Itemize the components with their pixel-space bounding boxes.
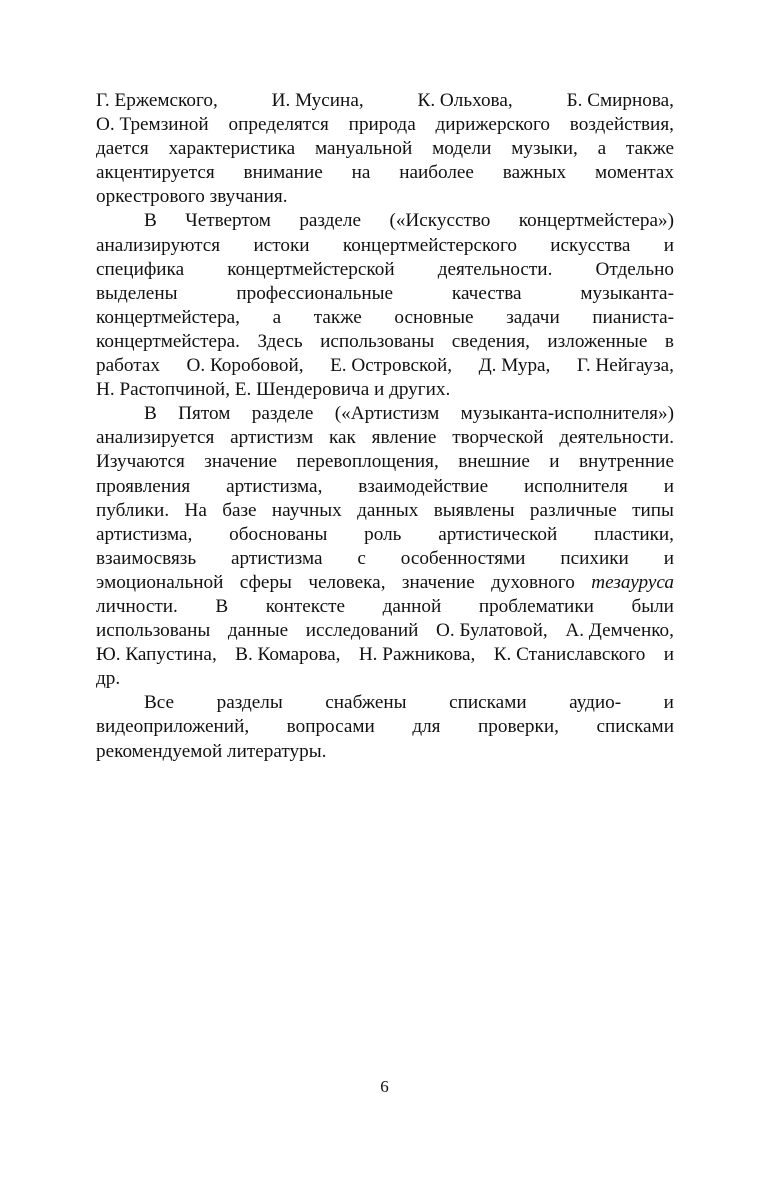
text-line <box>96 595 674 619</box>
word: концертмейстера. <box>96 330 240 352</box>
word: дирижерского <box>435 114 550 136</box>
word: характеристика <box>168 138 296 160</box>
word: Ю. Капустина, <box>96 644 217 666</box>
word: О. Тремзиной <box>96 114 209 136</box>
word: также <box>313 306 362 328</box>
word: типы <box>632 499 674 521</box>
text-line <box>96 137 674 161</box>
word: артистизма, <box>96 523 193 545</box>
word: разделе <box>251 403 314 425</box>
word: музыканта- <box>580 282 674 304</box>
word: качества <box>451 282 522 304</box>
word: др. <box>96 668 121 690</box>
word: психики <box>560 547 629 569</box>
word: оркестрового звучания. <box>96 186 288 208</box>
word: артистизма <box>230 547 323 569</box>
word: акцентируется <box>96 162 215 184</box>
word: дается <box>96 138 149 160</box>
text-line <box>96 426 674 450</box>
text-line <box>96 113 674 137</box>
word: проблематики <box>478 595 594 617</box>
word: эмоциональной <box>96 571 224 593</box>
word: модели <box>432 138 492 160</box>
word: перевоплощения, <box>296 451 439 473</box>
text-line <box>96 547 674 571</box>
word: пластики, <box>594 523 674 545</box>
text-line <box>96 209 674 233</box>
word: человека, <box>308 571 386 593</box>
word: профессиональные <box>236 282 394 304</box>
word: в <box>664 330 674 352</box>
word: значение <box>204 451 278 473</box>
word: различные <box>529 499 617 521</box>
word: наиболее <box>399 162 474 184</box>
word: как <box>329 427 356 449</box>
text-line <box>96 330 674 354</box>
word: разделе <box>299 210 362 232</box>
word: а <box>272 306 282 328</box>
word: и <box>663 475 674 497</box>
word: определятся <box>228 114 329 136</box>
word: О. Булатовой, <box>436 620 548 642</box>
word: В <box>215 595 229 617</box>
word: сведения, <box>451 330 530 352</box>
word: К. Станиславского <box>493 644 646 666</box>
word: сферы <box>239 571 292 593</box>
word: базе <box>222 499 257 521</box>
word: В <box>144 403 157 425</box>
word: артистической <box>438 523 558 545</box>
word: воздействия, <box>569 114 674 136</box>
word: данной <box>382 595 442 617</box>
word: использованы <box>320 330 435 352</box>
word: («Искусство <box>389 210 491 232</box>
word: музыканта-исполнителя») <box>460 403 674 425</box>
word: видеоприложений, <box>96 716 250 738</box>
word: работах <box>96 355 160 377</box>
word: Четвертом <box>185 210 271 232</box>
word: О. Коробовой, <box>186 355 304 377</box>
word: Все <box>144 692 175 714</box>
word: А. Демченко, <box>565 620 674 642</box>
word: использованы <box>96 620 211 642</box>
word: основные <box>394 306 474 328</box>
word: Н. Растопчиной, Е. Шендеровича и других. <box>96 379 451 401</box>
page-number: 6 <box>380 1077 389 1096</box>
word: Б. Смирнова, <box>566 90 674 111</box>
word: Отдельно <box>595 258 674 280</box>
word: Пятом <box>178 403 231 425</box>
word: Н. Ражникова, <box>358 644 476 666</box>
word: роль <box>364 523 402 545</box>
word: и <box>663 644 674 666</box>
word: аудио- <box>569 692 622 714</box>
text-line <box>96 185 674 209</box>
word: обоснованы <box>229 523 328 545</box>
text-line <box>96 89 674 113</box>
word: артистизма, <box>226 475 323 497</box>
text-line <box>96 643 674 667</box>
word: и <box>549 451 560 473</box>
text-line <box>96 354 674 378</box>
word: рекомендуемой литературы. <box>96 740 327 762</box>
text-line <box>96 282 674 306</box>
word: выделены <box>96 282 178 304</box>
word: анализируются <box>96 234 221 256</box>
word: деятельности. <box>559 427 674 449</box>
word: особенностями <box>400 547 526 569</box>
word: задачи <box>506 306 560 328</box>
text-line <box>96 619 674 643</box>
text-line <box>96 161 674 185</box>
word: исполнителя <box>524 475 628 497</box>
word: для <box>412 716 441 738</box>
text-line <box>96 378 674 402</box>
word: Д. Мура, <box>478 355 551 377</box>
word: данные <box>227 620 289 642</box>
italic-term: тезауруса <box>591 571 674 593</box>
word: анализируется <box>96 427 215 449</box>
word: Здесь <box>257 330 303 352</box>
word: важных <box>502 162 567 184</box>
word: взаимодействие <box>358 475 489 497</box>
word: проявления <box>96 475 191 497</box>
word: пианиста- <box>592 306 674 328</box>
text-line <box>96 402 674 426</box>
word: и <box>663 692 674 714</box>
word: На <box>184 499 207 521</box>
word: разделы <box>216 692 283 714</box>
word: Г. Ержемского, <box>96 90 218 111</box>
word: творческой <box>452 427 544 449</box>
word: («Артистизм <box>334 403 440 425</box>
word: взаимосвязь <box>96 547 197 569</box>
word: проверки, <box>478 716 559 738</box>
word: моментах <box>594 162 674 184</box>
word: специфика <box>96 258 185 280</box>
word: духовного <box>491 571 575 593</box>
word: истоки <box>253 234 310 256</box>
word: концертмейстерской <box>227 258 395 280</box>
word: музыки, <box>511 138 578 160</box>
word: артистизм <box>230 427 314 449</box>
word: выявлены <box>433 499 515 521</box>
word: контексте <box>265 595 346 617</box>
word: и <box>663 547 674 569</box>
word: И. Мусина, <box>271 90 364 111</box>
text-line <box>96 667 674 691</box>
word: изложенные <box>547 330 648 352</box>
word: В <box>144 210 157 232</box>
word: внешние <box>458 451 530 473</box>
word: личности. <box>96 595 178 617</box>
word: а <box>597 138 607 160</box>
word: исследований <box>305 620 419 642</box>
word: научных <box>271 499 342 521</box>
word: и <box>663 234 674 256</box>
word: концертмейстера, <box>96 306 240 328</box>
word: концертмейстера») <box>518 210 674 232</box>
word: списками <box>596 716 674 738</box>
text-line <box>96 715 674 739</box>
word: на <box>351 162 371 184</box>
word: данных <box>357 499 419 521</box>
word: списками <box>449 692 527 714</box>
word: деятельности. <box>437 258 553 280</box>
word: были <box>631 595 674 617</box>
word: Изучаются <box>96 451 185 473</box>
word: вопросами <box>286 716 375 738</box>
text-line <box>96 306 674 330</box>
word: публики. <box>96 499 170 521</box>
word: внутренние <box>578 451 674 473</box>
text-line <box>96 234 674 258</box>
word: природа <box>348 114 416 136</box>
word: снабжены <box>325 692 407 714</box>
text-line <box>96 450 674 474</box>
word: В. Комарова, <box>235 644 341 666</box>
word: внимание <box>243 162 323 184</box>
word: также <box>626 138 674 160</box>
word: искусства <box>550 234 631 256</box>
text-line <box>96 740 674 764</box>
word: мануальной <box>314 138 413 160</box>
word: значение <box>401 571 475 593</box>
word: Г. Нейгауза, <box>576 355 674 377</box>
text-line <box>96 475 674 499</box>
word: явление <box>371 427 437 449</box>
text-line <box>96 691 674 715</box>
word: концертмейстерского <box>342 234 517 256</box>
word: с <box>357 547 366 569</box>
text-line <box>96 258 674 282</box>
word: Е. Островской, <box>330 355 453 377</box>
text-line <box>96 523 674 547</box>
text-line <box>96 571 674 595</box>
word: К. Ольхова, <box>417 90 513 111</box>
body-text <box>96 89 674 764</box>
text-line <box>96 499 674 523</box>
